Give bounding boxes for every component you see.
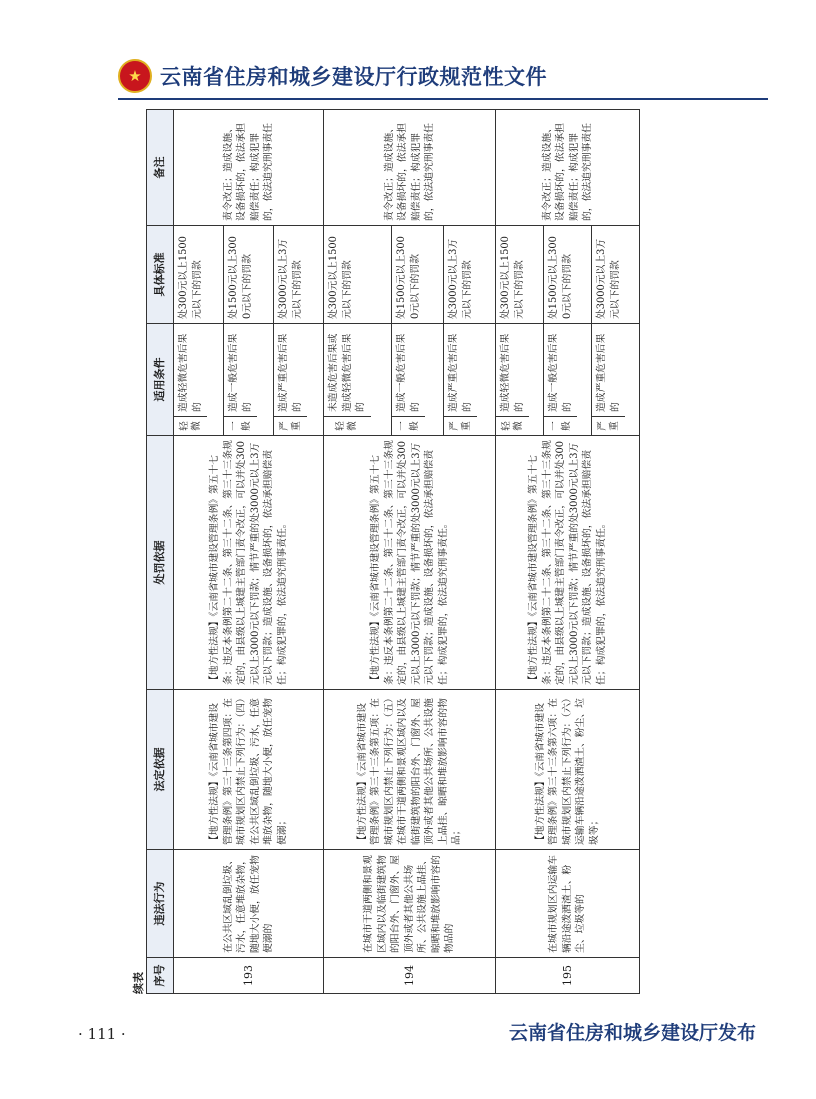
national-emblem-icon: ★ xyxy=(118,59,152,93)
standard-cell: 处300元以上1500元以下的罚款 xyxy=(496,226,544,324)
condition-cell xyxy=(392,324,444,436)
condition-cell xyxy=(544,324,592,436)
standard-cell: 处1500元以上3000元以下的罚款 xyxy=(224,226,274,324)
legal-basis-cell: 【地方性法规】《云南省城市建设管理条例》第三十三条第六项：在城市规划区内禁止下列行为：（六）运输车辆沿途泼洒渣土、粉尘、垃圾等； xyxy=(496,690,640,850)
penalty-table xyxy=(146,109,640,994)
publisher: 云南省住房和城乡建设厅发布 xyxy=(508,1022,756,1044)
remark-cell: 责令改正；造成设施、设备损坏的，依法承担赔偿责任；构成犯罪的，依法追究刑事责任 xyxy=(174,110,324,226)
severity-level: 严重 xyxy=(592,416,625,435)
continued-label: 续表 xyxy=(132,972,145,994)
condition-cell xyxy=(324,324,392,436)
severity-level: 一般 xyxy=(544,416,577,435)
penalty-basis-cell: 【地方性法规】《云南省城市建设管理条例》第五十七条：违反本条例第二十二条、第三十二条、第三十三条规定的，由县级以上城建主管部门责令改正，可以并处300元以上3000元以下罚款；情节严重的处3000元以上3万元以下罚款；造成设施、设备损坏的，依法承担赔偿责任；构成犯罪的，依法追究刑事责任。 xyxy=(324,436,496,690)
violation-cell: 在城市干道两侧和景观区域内以及临街建筑物的阳台外、门窗外、屋顶外或者其他公共场所、公共设施上晶挂、晾晒和堆放影响市容的物品的 xyxy=(324,850,496,958)
condition-text: 造成严重危害后果的 xyxy=(596,333,621,412)
severity-level: 严重 xyxy=(274,416,307,435)
table-header-row xyxy=(147,110,174,994)
standard-cell: 处3000元以上3万元以下的罚款 xyxy=(274,226,324,324)
table-row xyxy=(174,110,224,994)
severity-level: 一般 xyxy=(392,416,425,435)
penalty-basis-cell: 【地方性法规】《云南省城市建设管理条例》第五十七条：违反本条例第二十二条、第三十二条、第三十三条规定的，由县级以上城建主管部门责令改正，可以并处300元以上3000元以下罚款；情节严重的处3000元以上3万元以下罚款；造成设施、设备损坏的，依法承担赔偿责任；构成犯罪的，依法追究刑事责任。 xyxy=(174,436,324,690)
standard-cell: 处1500元以上3000元以下的罚款 xyxy=(392,226,444,324)
col-header-remark: 备注 xyxy=(147,110,174,226)
condition-cell xyxy=(496,324,544,436)
condition-cell xyxy=(444,324,496,436)
condition-text: 造成轻微危害后果的 xyxy=(178,333,203,412)
header-title: 云南省住房和城乡建设厅行政规范性文件 xyxy=(160,65,547,89)
table-row xyxy=(496,110,544,994)
penalty-basis-cell: 【地方性法规】《云南省城市建设管理条例》第五十七条：违反本条例第二十二条、第三十二条、第三十三条规定的，由县级以上城建主管部门责令改正，可以并处300元以上3000元以下罚款；情节严重的处3000元以上3万元以下罚款；造成设施、设备损坏的，依法承担赔偿责任；构成犯罪的，依法追究刑事责任。 xyxy=(496,436,640,690)
col-header-standard: 具体标准 xyxy=(147,226,174,324)
standard-cell: 处3000元以上3万元以下的罚款 xyxy=(444,226,496,324)
condition-text: 未造成危害后果或造成轻微危害后果的 xyxy=(328,333,366,412)
row-number: 194 xyxy=(324,958,496,994)
legal-basis-cell: 【地方性法规】《云南省城市建设管理条例》第三十三条第五项：在城市规划区内禁止下列行为：（五）在城市干道两侧和景观区域内以及临街建筑物的阳台外、门窗外、屋顶外或者其他公共场所、公共设施上晶挂、晾晒和堆放影响市容的物品； xyxy=(324,690,496,850)
condition-cell xyxy=(224,324,274,436)
severity-level: 轻微 xyxy=(174,416,207,435)
condition-cell xyxy=(592,324,640,436)
severity-level: 轻微 xyxy=(324,416,371,435)
standard-cell: 处3000元以上3万元以下的罚款 xyxy=(592,226,640,324)
document-header xyxy=(118,56,547,96)
page-number: · 111 · xyxy=(78,1025,126,1043)
condition-text: 造成一般危害后果的 xyxy=(396,333,421,412)
condition-text: 造成轻微危害后果的 xyxy=(500,333,525,412)
severity-level: 一般 xyxy=(224,416,257,435)
row-number: 193 xyxy=(174,958,324,994)
col-header-penalty: 处罚依据 xyxy=(147,436,174,690)
severity-level: 轻微 xyxy=(496,416,529,435)
violation-cell: 在城市规划区内运输车辆沿途泼洒渣土、粉尘、垃圾等的 xyxy=(496,850,640,958)
condition-text: 造成一般危害后果的 xyxy=(548,333,573,412)
row-number: 195 xyxy=(496,958,640,994)
severity-level: 严重 xyxy=(444,416,477,435)
standard-cell: 处300元以上1500元以下的罚款 xyxy=(324,226,392,324)
condition-cell xyxy=(274,324,324,436)
remark-cell: 责令改正；造成设施、设备损坏的，依法承担赔偿责任；构成犯罪的，依法追究刑事责任 xyxy=(496,110,640,226)
col-header-legal: 法定依据 xyxy=(147,690,174,850)
table-row xyxy=(324,110,392,994)
col-header-num: 序号 xyxy=(147,958,174,994)
legal-basis-cell: 【地方性法规】《云南省城市建设管理条例》第三十三条第四项：在城市规划区内禁止下列行为：（四）在公共区域乱倒垃圾、污水，任意堆放杂物，随地大小便，放任宠物便溺； xyxy=(174,690,324,850)
violation-cell: 在公共区域乱倒垃圾、污水，任意堆放杂物，随地大小便，放任宠物便溺的 xyxy=(174,850,324,958)
condition-text: 造成一般危害后果的 xyxy=(228,333,253,412)
col-header-act: 违法行为 xyxy=(147,850,174,958)
col-header-condition: 适用条件 xyxy=(147,324,174,436)
condition-text: 造成严重危害后果的 xyxy=(278,333,303,412)
standard-cell: 处300元以上1500元以下的罚款 xyxy=(174,226,224,324)
standard-cell: 处1500元以上3000元以下的罚款 xyxy=(544,226,592,324)
condition-text: 造成严重危害后果的 xyxy=(448,333,473,412)
remark-cell: 责令改正；造成设施、设备损坏的，依法承担赔偿责任；构成犯罪的，依法追究刑事责任 xyxy=(324,110,496,226)
header-rule xyxy=(118,98,768,100)
condition-cell xyxy=(174,324,224,436)
rotated-table-wrapper xyxy=(130,110,774,994)
